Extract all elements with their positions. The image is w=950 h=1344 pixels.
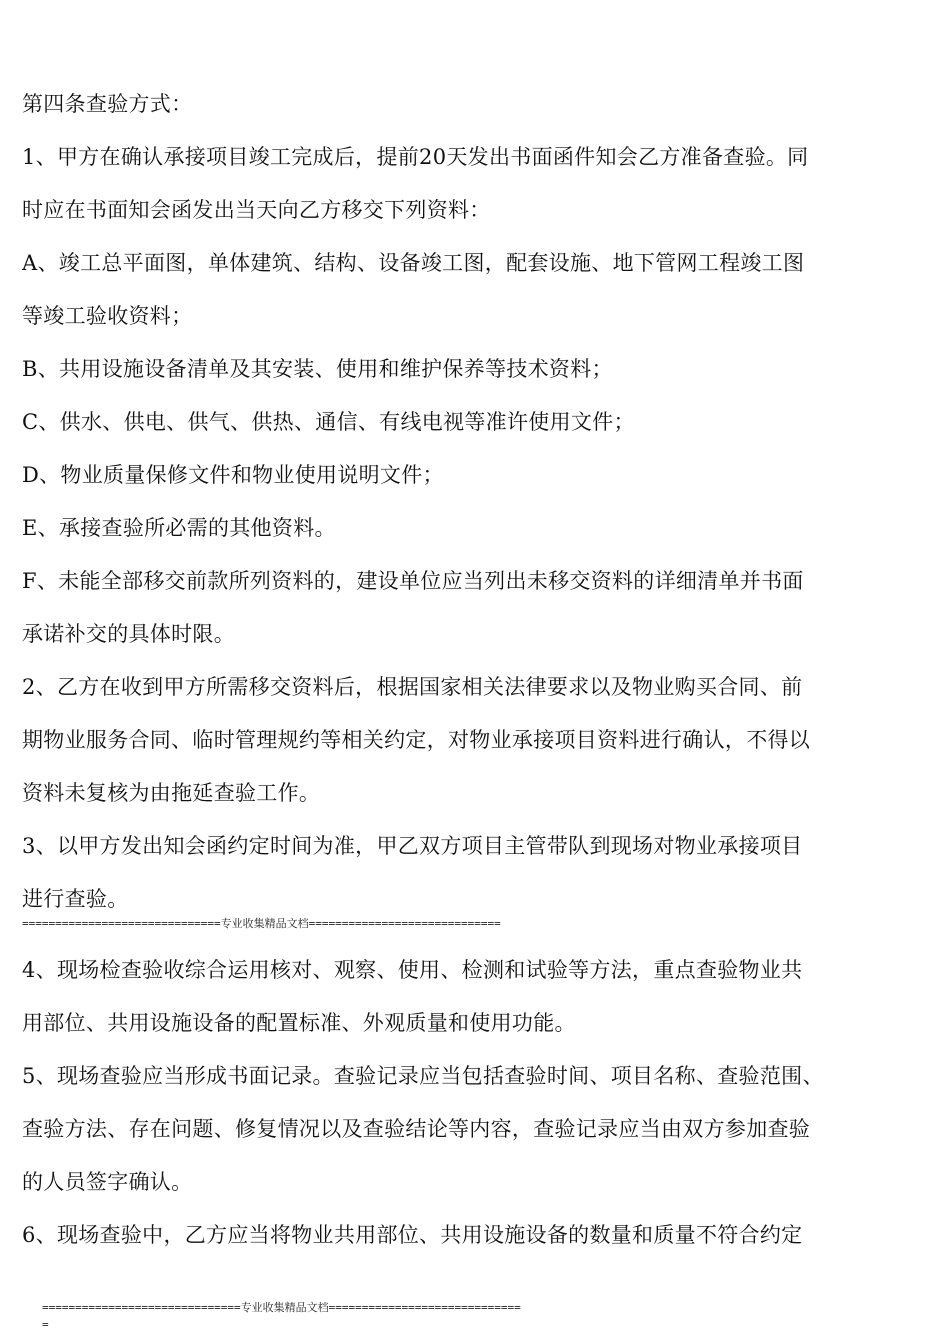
paragraph-line: 5、现场查验应当形成书面记录。查验记录应当包括查验时间、项目名称、查验范围、 xyxy=(22,1064,824,1088)
paragraph-line: 1、甲方在确认承接项目竣工完成后，提前20天发出书面函件知会乙方准备查验。同 xyxy=(22,145,809,169)
paragraph-line: 进行查验。 xyxy=(22,887,129,911)
list-item-line: D、物业质量保修文件和物业使用说明文件； xyxy=(22,463,444,487)
list-item-line: B、共用设施设备清单及其安装、使用和维护保养等技术资料； xyxy=(22,357,613,381)
paragraph-line: 资料未复核为由拖延查验工作。 xyxy=(22,781,321,805)
watermark-separator: ==============================专业收集精品文档============================= xyxy=(22,917,501,930)
footer-separator-tail: = xyxy=(42,1318,49,1331)
list-item-line: A、竣工总平面图，单体建筑、结构、设备竣工图，配套设施、地下管网工程竣工图 xyxy=(22,251,805,275)
paragraph-line: 用部位、共用设施设备的配置标准、外观质量和使用功能。 xyxy=(22,1011,576,1035)
list-item-line: C、供水、供电、供气、供热、通信、有线电视等准许使用文件； xyxy=(22,410,635,434)
list-item-line: F、未能全部移交前款所列资料的，建设单位应当列出未移交资料的详细清单并书面 xyxy=(22,569,804,593)
paragraph-line: 查验方法、存在问题、修复情况以及查验结论等内容，查验记录应当由双方参加查验 xyxy=(22,1117,811,1141)
paragraph-line: 期物业服务合同、临时管理规约等相关约定，对物业承接项目资料进行确认，不得以 xyxy=(22,728,811,752)
paragraph-line: 时应在书面知会函发出当天向乙方移交下列资料： xyxy=(22,198,491,222)
list-item-line: E、承接查验所必需的其他资料。 xyxy=(22,516,336,540)
footer-watermark-separator: ==============================专业收集精品文档============================= xyxy=(42,1301,521,1314)
section-heading: 第四条查验方式： xyxy=(22,92,193,116)
paragraph-line: 4、现场检查验收综合运用核对、观察、使用、检测和试验等方法，重点查验物业共 xyxy=(22,958,803,982)
list-item-line: 等竣工验收资料； xyxy=(22,304,193,328)
paragraph-line: 3、以甲方发出知会函约定时间为准，甲乙双方项目主管带队到现场对物业承接项目 xyxy=(22,834,803,858)
paragraph-line: 6、现场查验中，乙方应当将物业共用部位、共用设施设备的数量和质量不符合约定 xyxy=(22,1223,803,1247)
paragraph-line: 的人员签字确认。 xyxy=(22,1170,193,1194)
paragraph-line: 2、乙方在收到甲方所需移交资料后，根据国家相关法律要求以及物业购买合同、前 xyxy=(22,675,803,699)
list-item-line: 承诺补交的具体时限。 xyxy=(22,622,235,646)
